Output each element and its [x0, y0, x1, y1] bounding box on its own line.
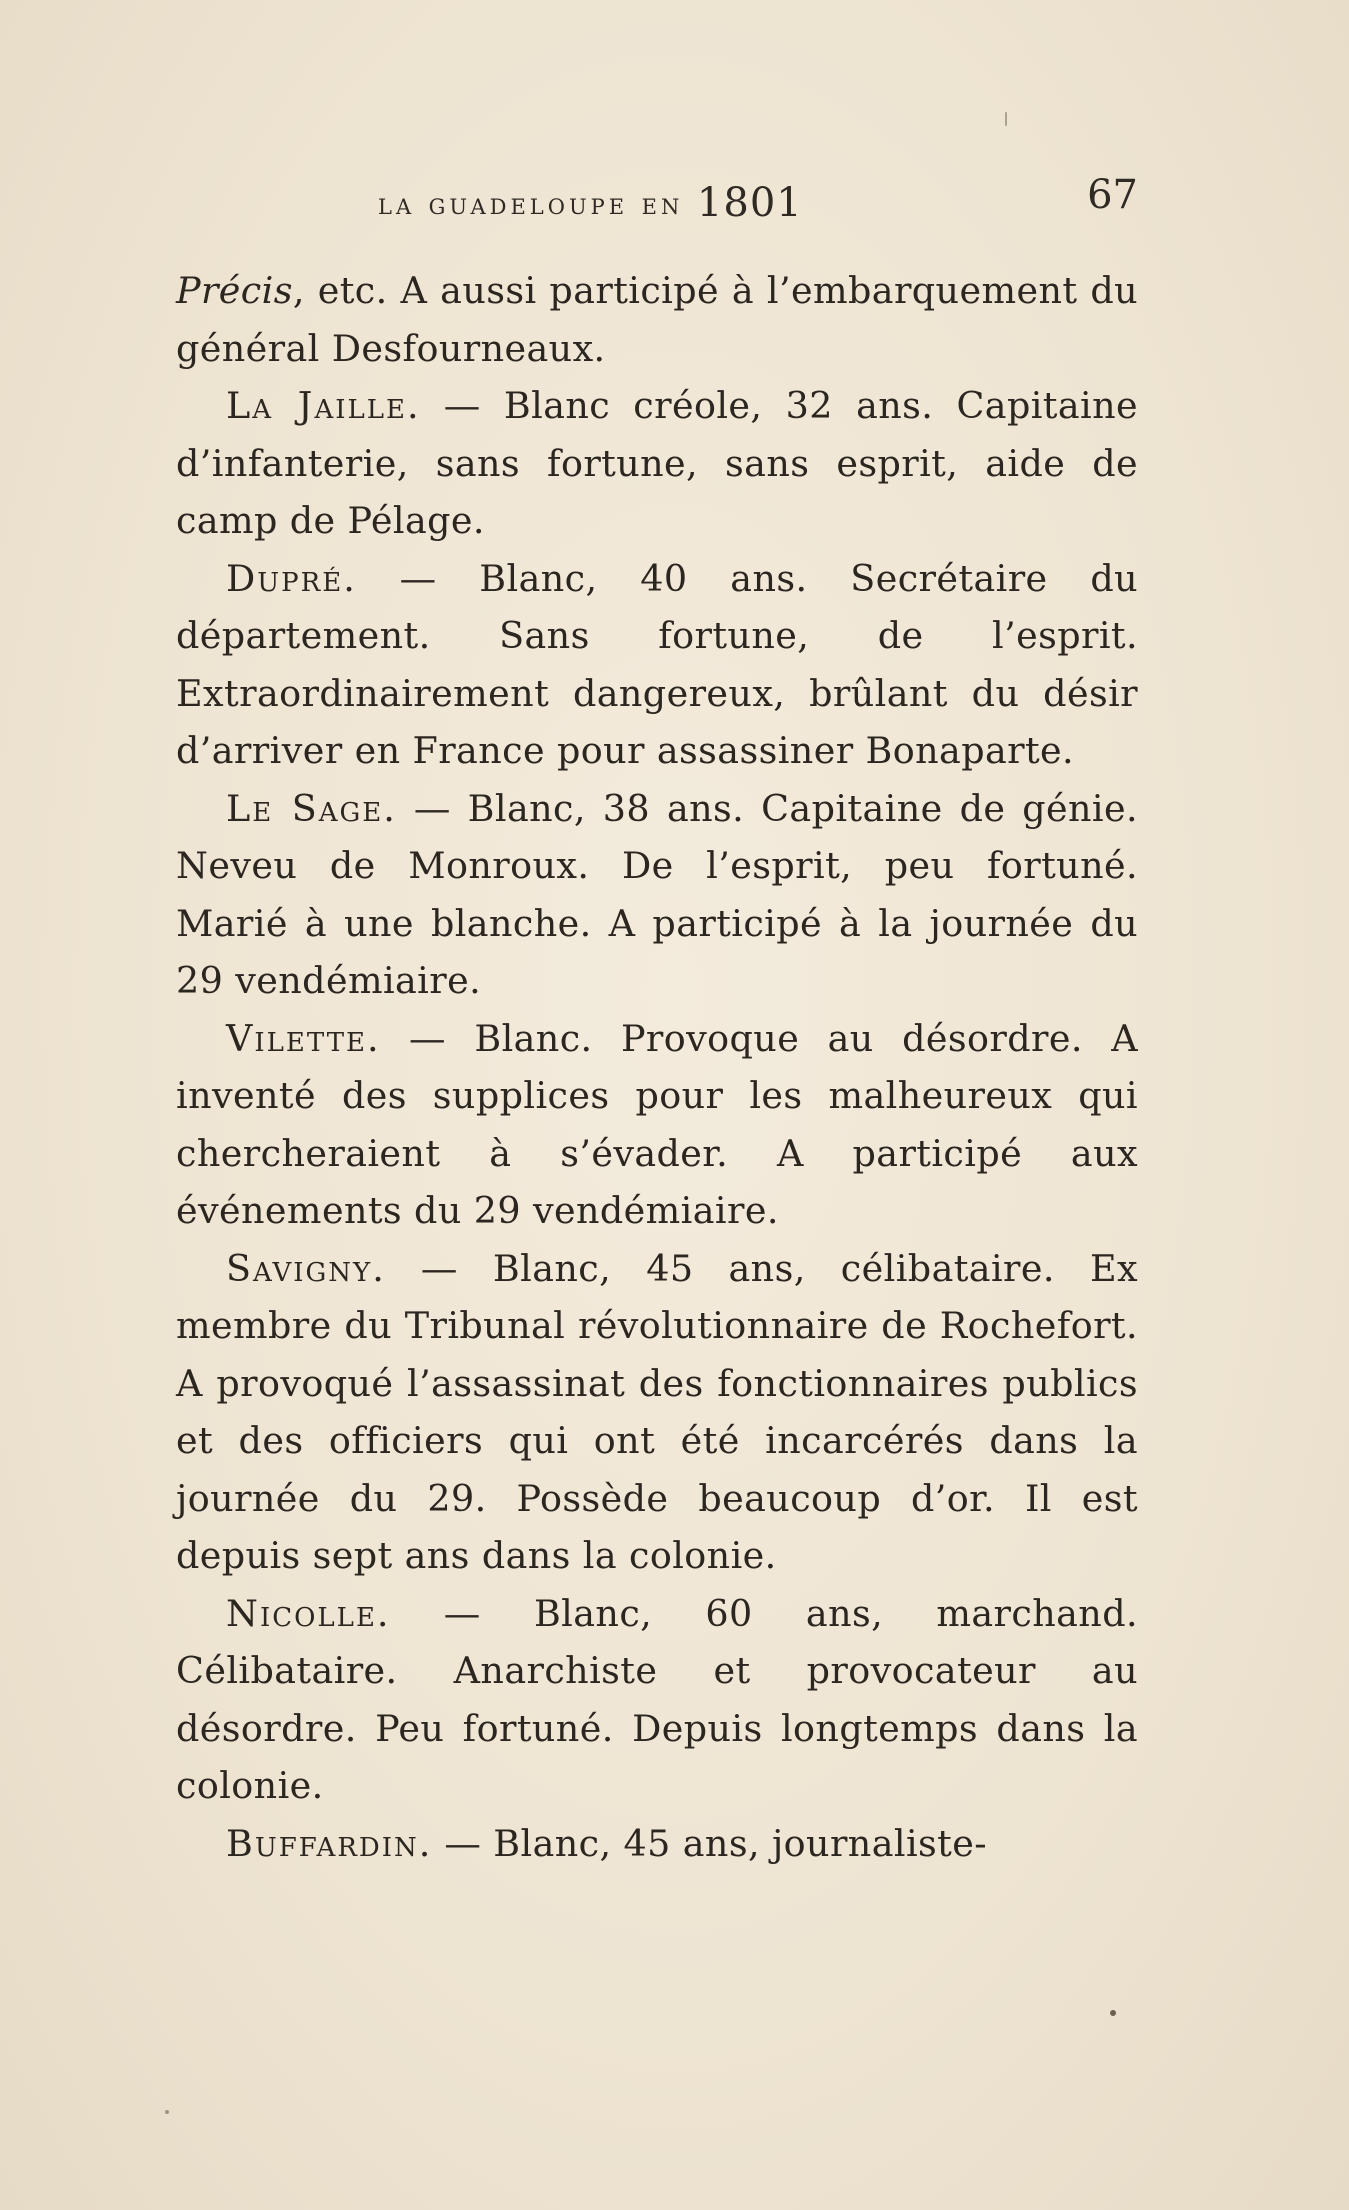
- entry-savigny: [176, 1240, 1138, 1585]
- page-number: 67: [1087, 172, 1138, 218]
- entry-la-jaille: [176, 377, 1138, 550]
- running-title: [378, 178, 803, 224]
- entry-text: — Blanc, 45 ans, célibataire. Ex membre du Tribunal révolutionnaire de Rochefort. A provoqué l’assassinat des fonctionnaires publics et des officiers qui ont été incarcérés dans la journée du 29. Possède beaucoup d’or. Il est depuis sept ans dans la colonie.: [176, 1246, 1138, 1577]
- intro-italic-word: Précis: [176, 269, 293, 312]
- entry-name: Dupré.: [226, 556, 357, 600]
- entry-name: Buffardin.: [226, 1821, 433, 1865]
- running-title-year: 1801: [696, 180, 803, 226]
- entry-text: — Blanc, 60 ans, marchand. Célibataire. Anarchiste et provocateur au désordre. Peu fortuné. Depuis longtemps dans la colonie.: [176, 1591, 1138, 1807]
- intro-paragraph: [176, 262, 1138, 377]
- entry-name: Nicolle.: [226, 1591, 391, 1635]
- body-text: [176, 262, 1138, 1872]
- entry-name: Vilette.: [226, 1016, 381, 1060]
- paper-speck: [165, 2110, 169, 2114]
- entry-text: — Blanc, 38 ans. Capitaine de génie. Neveu de Monroux. De l’esprit, peu fortuné. Marié à une blanche. A participé à la journée du 29 vendémiaire.: [176, 786, 1139, 1002]
- intro-text: , etc. A aussi participé à l’embarquement du général Desfourneaux.: [176, 269, 1138, 370]
- entry-text: — Blanc, 40 ans. Secrétaire du département. Sans fortune, de l’esprit. Extraordinairement dangereux, brûlant du désir d’arriver en France pour assassiner Bonaparte.: [176, 556, 1138, 772]
- entry-text: — Blanc, 45 ans, journaliste-: [432, 1821, 987, 1865]
- entry-buffardin: [176, 1815, 1138, 1873]
- entry-name: Savigny.: [226, 1246, 386, 1290]
- entry-text: — Blanc. Provoque au désordre. A inventé des supplices pour les malheureux qui chercheraient à s’évader. A participé aux événements du 29 vendémiaire.: [176, 1016, 1138, 1232]
- running-title-text: la guadeloupe en: [378, 187, 684, 222]
- entry-dupre: [176, 550, 1138, 780]
- running-head: [378, 172, 1138, 232]
- paper-speck: [1005, 112, 1007, 126]
- entry-nicolle: [176, 1585, 1138, 1815]
- paper-speck: [1110, 2010, 1116, 2016]
- entry-le-sage: [176, 780, 1138, 1010]
- entry-name: La Jaille.: [226, 384, 421, 427]
- entry-vilette: [176, 1010, 1138, 1240]
- entry-text: — Blanc créole, 32 ans. Capitaine d’infanterie, sans fortune, sans esprit, aide de camp de Pélage.: [176, 384, 1138, 542]
- entry-name: Le Sage.: [226, 786, 397, 830]
